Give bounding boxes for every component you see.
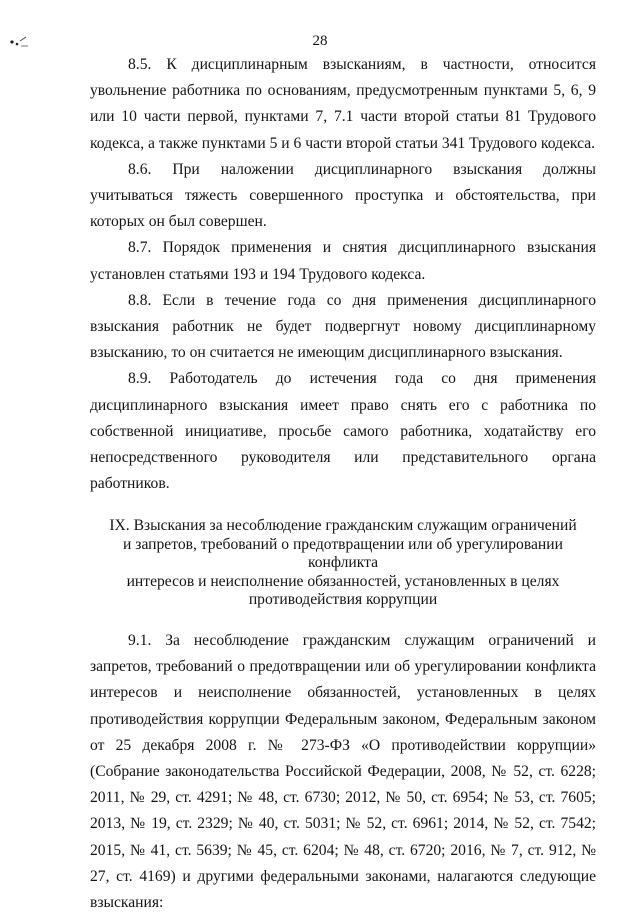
paragraph-8-9: 8.9. Работодатель до истечения года со дня применения дисциплинарного взыскания имеет право снять его с работника по собственной инициативе, просьбе самого работника, ходатайству его непосредственного руководителя или представительного органа работников. bbox=[90, 370, 596, 493]
section-heading-ix bbox=[90, 517, 596, 610]
paragraph-8-6: 8.6. При наложении дисциплинарного взыскания должны учитываться тяжесть совершенного проступка и обстоятельства, при которых он был совершен. bbox=[90, 160, 596, 231]
paragraph-8-8: 8.8. Если в течение года со дня применения дисциплинарного взыскания работник не будет подвергнут новому дисциплинарному взысканию, то он считается не имеющим дисциплинарного взыскания. bbox=[90, 291, 596, 362]
paragraph-8-7: 8.7. Порядок применения и снятия дисциплинарного взыскания установлен статьями 193 и 194 Трудового кодекса. bbox=[90, 239, 596, 283]
section-heading-line: и запретов, требований о предотвращении или об урегулировании конфликта bbox=[123, 535, 563, 572]
paragraph-8-5: 8.5. К дисциплинарным взысканиям, в частности, относится увольнение работника по основаниям, предусмотренным пунктами 5, 6, 9 или 10 части первой, пунктами 7, 7.1 части второй статьи 81 Трудового кодекса, а также пунктами 5 и 6 части второй статьи 341 Трудового кодекса. bbox=[90, 56, 596, 152]
section-heading-line: противодействия коррупции bbox=[248, 591, 438, 609]
paragraph-9-1: 9.1. За несоблюдение гражданским служащим ограничений и запретов, требований о предотвращении или об урегулировании конфликта интересов и неисполнение обязанностей, установленных в целях противодействия коррупции Федеральным законом, Федеральным законом от 25 декабря 2008 г. № 273-ФЗ «О противодействии коррупции» (Собрание законодательства Российской Федерации, 2008, № 52, ст. 6228; 2011, № 29, ст. 4291; № 48, ст. 6730; 2012, № 50, ст. 6954; № 53, ст. 7605; 2013, № 19, ст. 2329; № 40, ст. 5031; № 52, ст. 6961; 2014, № 52, ст. 7542; 2015, № 41, ст. 5639; № 45, ст. 6204; № 48, ст. 6720; 2016, № 7, ст. 912, № 27, ст. 4169) и другими федеральными законами, налагаются следующие взыскания: bbox=[90, 631, 596, 911]
document-body bbox=[90, 52, 596, 916]
page-number: 28 bbox=[312, 33, 328, 49]
section-heading-line: интересов и неисполнение обязанностей, установленных в целях bbox=[126, 572, 560, 590]
section-heading-line: IX. Взыскания за несоблюдение гражданским служащим ограничений bbox=[109, 517, 577, 535]
